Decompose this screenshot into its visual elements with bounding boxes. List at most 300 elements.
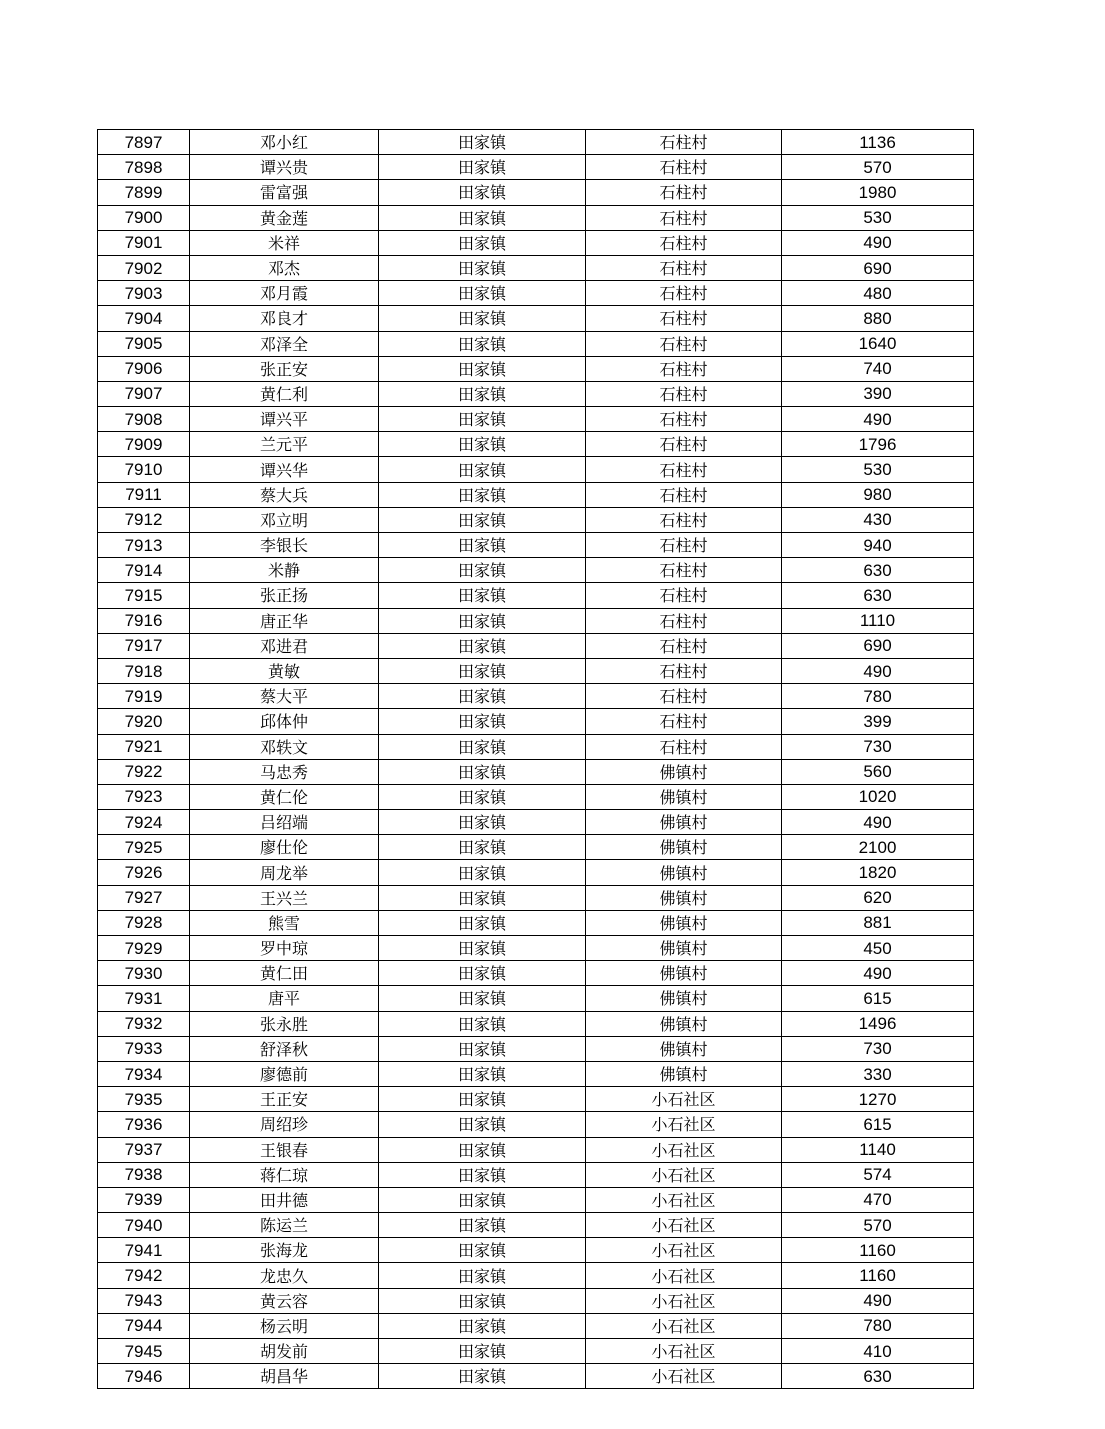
row-number-cell: 7905	[98, 331, 190, 356]
table-row	[98, 986, 974, 1011]
village-cell: 石柱村	[586, 482, 782, 507]
name-cell: 舒泽秋	[190, 1036, 379, 1061]
village-cell: 小石社区	[586, 1087, 782, 1112]
town-cell: 田家镇	[379, 1288, 586, 1313]
row-number-cell: 7936	[98, 1112, 190, 1137]
table-row	[98, 1339, 974, 1364]
village-cell: 小石社区	[586, 1364, 782, 1389]
town-cell: 田家镇	[379, 1112, 586, 1137]
town-cell: 田家镇	[379, 457, 586, 482]
table-row	[98, 734, 974, 759]
village-cell: 石柱村	[586, 583, 782, 608]
row-number-cell: 7902	[98, 255, 190, 280]
amount-cell: 740	[782, 356, 974, 381]
amount-cell: 1980	[782, 180, 974, 205]
amount-cell: 1820	[782, 860, 974, 885]
table-row	[98, 1364, 974, 1389]
table-row	[98, 432, 974, 457]
town-cell: 田家镇	[379, 1036, 586, 1061]
row-number-cell: 7942	[98, 1263, 190, 1288]
name-cell: 王正安	[190, 1087, 379, 1112]
name-cell: 邓月霞	[190, 281, 379, 306]
amount-cell: 630	[782, 583, 974, 608]
village-cell: 石柱村	[586, 381, 782, 406]
village-cell: 佛镇村	[586, 860, 782, 885]
amount-cell: 1796	[782, 432, 974, 457]
amount-cell: 980	[782, 482, 974, 507]
row-number-cell: 7898	[98, 155, 190, 180]
row-number-cell: 7913	[98, 533, 190, 558]
name-cell: 雷富强	[190, 180, 379, 205]
row-number-cell: 7900	[98, 205, 190, 230]
table-row	[98, 1288, 974, 1313]
row-number-cell: 7925	[98, 835, 190, 860]
amount-cell: 2100	[782, 835, 974, 860]
amount-cell: 490	[782, 1288, 974, 1313]
town-cell: 田家镇	[379, 381, 586, 406]
village-cell: 佛镇村	[586, 1036, 782, 1061]
table-row	[98, 457, 974, 482]
row-number-cell: 7923	[98, 784, 190, 809]
amount-cell: 615	[782, 1112, 974, 1137]
town-cell: 田家镇	[379, 684, 586, 709]
town-cell: 田家镇	[379, 1187, 586, 1212]
name-cell: 蒋仁琼	[190, 1162, 379, 1187]
row-number-cell: 7927	[98, 885, 190, 910]
town-cell: 田家镇	[379, 255, 586, 280]
table-row	[98, 885, 974, 910]
name-cell: 张正扬	[190, 583, 379, 608]
town-cell: 田家镇	[379, 810, 586, 835]
name-cell: 周龙举	[190, 860, 379, 885]
table-row	[98, 1087, 974, 1112]
village-cell: 石柱村	[586, 281, 782, 306]
row-number-cell: 7922	[98, 759, 190, 784]
village-cell: 佛镇村	[586, 986, 782, 1011]
row-number-cell: 7907	[98, 381, 190, 406]
row-number-cell: 7931	[98, 986, 190, 1011]
village-cell: 小石社区	[586, 1313, 782, 1338]
row-number-cell: 7910	[98, 457, 190, 482]
town-cell: 田家镇	[379, 759, 586, 784]
town-cell: 田家镇	[379, 1137, 586, 1162]
name-cell: 胡发前	[190, 1339, 379, 1364]
town-cell: 田家镇	[379, 130, 586, 155]
village-cell: 小石社区	[586, 1263, 782, 1288]
town-cell: 田家镇	[379, 583, 586, 608]
town-cell: 田家镇	[379, 407, 586, 432]
amount-cell: 490	[782, 961, 974, 986]
amount-cell: 780	[782, 1313, 974, 1338]
village-cell: 佛镇村	[586, 961, 782, 986]
town-cell: 田家镇	[379, 1364, 586, 1389]
amount-cell: 615	[782, 986, 974, 1011]
name-cell: 熊雪	[190, 910, 379, 935]
row-number-cell: 7924	[98, 810, 190, 835]
amount-cell: 620	[782, 885, 974, 910]
town-cell: 田家镇	[379, 1162, 586, 1187]
table-row	[98, 255, 974, 280]
amount-cell: 490	[782, 407, 974, 432]
table-row	[98, 658, 974, 683]
town-cell: 田家镇	[379, 482, 586, 507]
village-cell: 石柱村	[586, 658, 782, 683]
table-row	[98, 1213, 974, 1238]
table-row	[98, 583, 974, 608]
table-row	[98, 306, 974, 331]
town-cell: 田家镇	[379, 205, 586, 230]
town-cell: 田家镇	[379, 734, 586, 759]
row-number-cell: 7941	[98, 1238, 190, 1263]
village-cell: 石柱村	[586, 306, 782, 331]
amount-cell: 780	[782, 684, 974, 709]
amount-cell: 480	[782, 281, 974, 306]
table-row	[98, 407, 974, 432]
name-cell: 黄金莲	[190, 205, 379, 230]
village-cell: 佛镇村	[586, 1011, 782, 1036]
table-body	[98, 130, 974, 1389]
amount-cell: 940	[782, 533, 974, 558]
village-cell: 小石社区	[586, 1112, 782, 1137]
table-row	[98, 1036, 974, 1061]
town-cell: 田家镇	[379, 784, 586, 809]
name-cell: 周绍珍	[190, 1112, 379, 1137]
name-cell: 龙忠久	[190, 1263, 379, 1288]
amount-cell: 570	[782, 155, 974, 180]
row-number-cell: 7915	[98, 583, 190, 608]
row-number-cell: 7932	[98, 1011, 190, 1036]
row-number-cell: 7940	[98, 1213, 190, 1238]
village-cell: 石柱村	[586, 356, 782, 381]
table-row	[98, 507, 974, 532]
amount-cell: 430	[782, 507, 974, 532]
row-number-cell: 7946	[98, 1364, 190, 1389]
amount-cell: 1140	[782, 1137, 974, 1162]
amount-cell: 570	[782, 1213, 974, 1238]
name-cell: 黄仁利	[190, 381, 379, 406]
town-cell: 田家镇	[379, 1263, 586, 1288]
amount-cell: 1020	[782, 784, 974, 809]
village-cell: 小石社区	[586, 1288, 782, 1313]
village-cell: 石柱村	[586, 432, 782, 457]
village-cell: 石柱村	[586, 734, 782, 759]
amount-cell: 490	[782, 810, 974, 835]
name-cell: 谭兴贵	[190, 155, 379, 180]
town-cell: 田家镇	[379, 709, 586, 734]
row-number-cell: 7909	[98, 432, 190, 457]
town-cell: 田家镇	[379, 986, 586, 1011]
table-row	[98, 784, 974, 809]
amount-cell: 880	[782, 306, 974, 331]
village-cell: 佛镇村	[586, 885, 782, 910]
table-row	[98, 205, 974, 230]
town-cell: 田家镇	[379, 633, 586, 658]
name-cell: 马忠秀	[190, 759, 379, 784]
town-cell: 田家镇	[379, 155, 586, 180]
village-cell: 佛镇村	[586, 784, 782, 809]
row-number-cell: 7919	[98, 684, 190, 709]
name-cell: 谭兴华	[190, 457, 379, 482]
village-cell: 石柱村	[586, 255, 782, 280]
row-number-cell: 7928	[98, 910, 190, 935]
table-row	[98, 155, 974, 180]
name-cell: 黄敏	[190, 658, 379, 683]
table-row	[98, 1061, 974, 1086]
name-cell: 黄仁田	[190, 961, 379, 986]
amount-cell: 490	[782, 658, 974, 683]
town-cell: 田家镇	[379, 936, 586, 961]
village-cell: 佛镇村	[586, 835, 782, 860]
name-cell: 黄仁伦	[190, 784, 379, 809]
village-cell: 石柱村	[586, 457, 782, 482]
name-cell: 邓良才	[190, 306, 379, 331]
name-cell: 邓小红	[190, 130, 379, 155]
row-number-cell: 7903	[98, 281, 190, 306]
village-cell: 石柱村	[586, 407, 782, 432]
row-number-cell: 7917	[98, 633, 190, 658]
name-cell: 蔡大平	[190, 684, 379, 709]
village-cell: 石柱村	[586, 684, 782, 709]
amount-cell: 530	[782, 457, 974, 482]
row-number-cell: 7899	[98, 180, 190, 205]
town-cell: 田家镇	[379, 835, 586, 860]
name-cell: 张正安	[190, 356, 379, 381]
town-cell: 田家镇	[379, 910, 586, 935]
row-number-cell: 7901	[98, 230, 190, 255]
village-cell: 佛镇村	[586, 936, 782, 961]
name-cell: 邓泽全	[190, 331, 379, 356]
village-cell: 石柱村	[586, 507, 782, 532]
amount-cell: 470	[782, 1187, 974, 1212]
table-row	[98, 936, 974, 961]
table-row	[98, 1263, 974, 1288]
table-row	[98, 1187, 974, 1212]
name-cell: 米静	[190, 558, 379, 583]
town-cell: 田家镇	[379, 230, 586, 255]
name-cell: 胡昌华	[190, 1364, 379, 1389]
name-cell: 邓立明	[190, 507, 379, 532]
row-number-cell: 7930	[98, 961, 190, 986]
town-cell: 田家镇	[379, 860, 586, 885]
town-cell: 田家镇	[379, 558, 586, 583]
town-cell: 田家镇	[379, 1313, 586, 1338]
table-row	[98, 1112, 974, 1137]
name-cell: 廖德前	[190, 1061, 379, 1086]
village-cell: 石柱村	[586, 155, 782, 180]
town-cell: 田家镇	[379, 507, 586, 532]
row-number-cell: 7933	[98, 1036, 190, 1061]
town-cell: 田家镇	[379, 961, 586, 986]
table-row	[98, 860, 974, 885]
name-cell: 黄云容	[190, 1288, 379, 1313]
amount-cell: 574	[782, 1162, 974, 1187]
amount-cell: 490	[782, 230, 974, 255]
table-row	[98, 961, 974, 986]
town-cell: 田家镇	[379, 331, 586, 356]
amount-cell: 450	[782, 936, 974, 961]
row-number-cell: 7938	[98, 1162, 190, 1187]
village-cell: 石柱村	[586, 130, 782, 155]
name-cell: 李银长	[190, 533, 379, 558]
table-row	[98, 835, 974, 860]
village-cell: 石柱村	[586, 205, 782, 230]
town-cell: 田家镇	[379, 180, 586, 205]
amount-cell: 390	[782, 381, 974, 406]
table-row	[98, 709, 974, 734]
town-cell: 田家镇	[379, 533, 586, 558]
village-cell: 小石社区	[586, 1137, 782, 1162]
table-row	[98, 1137, 974, 1162]
row-number-cell: 7945	[98, 1339, 190, 1364]
name-cell: 唐平	[190, 986, 379, 1011]
village-cell: 佛镇村	[586, 759, 782, 784]
row-number-cell: 7926	[98, 860, 190, 885]
amount-cell: 690	[782, 255, 974, 280]
name-cell: 邓进君	[190, 633, 379, 658]
table-row	[98, 810, 974, 835]
amount-cell: 730	[782, 1036, 974, 1061]
town-cell: 田家镇	[379, 306, 586, 331]
table-row	[98, 1313, 974, 1338]
table-row	[98, 130, 974, 155]
table-row	[98, 759, 974, 784]
table-row	[98, 281, 974, 306]
row-number-cell: 7935	[98, 1087, 190, 1112]
village-cell: 佛镇村	[586, 1061, 782, 1086]
village-cell: 小石社区	[586, 1187, 782, 1212]
village-cell: 佛镇村	[586, 810, 782, 835]
name-cell: 米祥	[190, 230, 379, 255]
row-number-cell: 7912	[98, 507, 190, 532]
amount-cell: 730	[782, 734, 974, 759]
name-cell: 邓轶文	[190, 734, 379, 759]
name-cell: 廖仕伦	[190, 835, 379, 860]
town-cell: 田家镇	[379, 885, 586, 910]
table-row	[98, 1238, 974, 1263]
amount-cell: 399	[782, 709, 974, 734]
row-number-cell: 7906	[98, 356, 190, 381]
row-number-cell: 7944	[98, 1313, 190, 1338]
town-cell: 田家镇	[379, 1087, 586, 1112]
village-cell: 小石社区	[586, 1339, 782, 1364]
name-cell: 唐正华	[190, 608, 379, 633]
row-number-cell: 7937	[98, 1137, 190, 1162]
amount-cell: 1110	[782, 608, 974, 633]
village-cell: 石柱村	[586, 608, 782, 633]
row-number-cell: 7918	[98, 658, 190, 683]
town-cell: 田家镇	[379, 1011, 586, 1036]
name-cell: 张海龙	[190, 1238, 379, 1263]
amount-cell: 530	[782, 205, 974, 230]
table-row	[98, 558, 974, 583]
town-cell: 田家镇	[379, 658, 586, 683]
name-cell: 谭兴平	[190, 407, 379, 432]
row-number-cell: 7897	[98, 130, 190, 155]
amount-cell: 881	[782, 910, 974, 935]
row-number-cell: 7929	[98, 936, 190, 961]
village-cell: 小石社区	[586, 1213, 782, 1238]
town-cell: 田家镇	[379, 1238, 586, 1263]
name-cell: 陈运兰	[190, 1213, 379, 1238]
town-cell: 田家镇	[379, 1061, 586, 1086]
row-number-cell: 7921	[98, 734, 190, 759]
village-cell: 佛镇村	[586, 910, 782, 935]
village-cell: 小石社区	[586, 1162, 782, 1187]
amount-cell: 1496	[782, 1011, 974, 1036]
village-cell: 石柱村	[586, 558, 782, 583]
town-cell: 田家镇	[379, 281, 586, 306]
table-row	[98, 230, 974, 255]
row-number-cell: 7908	[98, 407, 190, 432]
table-row	[98, 482, 974, 507]
table-row	[98, 381, 974, 406]
data-table	[97, 129, 974, 1389]
name-cell: 蔡大兵	[190, 482, 379, 507]
town-cell: 田家镇	[379, 356, 586, 381]
name-cell: 田井德	[190, 1187, 379, 1212]
name-cell: 王银春	[190, 1137, 379, 1162]
amount-cell: 1160	[782, 1238, 974, 1263]
amount-cell: 330	[782, 1061, 974, 1086]
row-number-cell: 7916	[98, 608, 190, 633]
town-cell: 田家镇	[379, 1339, 586, 1364]
amount-cell: 1270	[782, 1087, 974, 1112]
amount-cell: 1640	[782, 331, 974, 356]
row-number-cell: 7943	[98, 1288, 190, 1313]
row-number-cell: 7920	[98, 709, 190, 734]
name-cell: 杨云明	[190, 1313, 379, 1338]
row-number-cell: 7914	[98, 558, 190, 583]
table-row	[98, 1162, 974, 1187]
amount-cell: 560	[782, 759, 974, 784]
amount-cell: 410	[782, 1339, 974, 1364]
name-cell: 邱体仲	[190, 709, 379, 734]
town-cell: 田家镇	[379, 1213, 586, 1238]
village-cell: 石柱村	[586, 230, 782, 255]
table-row	[98, 608, 974, 633]
table-row	[98, 684, 974, 709]
name-cell: 罗中琼	[190, 936, 379, 961]
village-cell: 石柱村	[586, 533, 782, 558]
name-cell: 张永胜	[190, 1011, 379, 1036]
village-cell: 石柱村	[586, 709, 782, 734]
table-row	[98, 1011, 974, 1036]
village-cell: 小石社区	[586, 1238, 782, 1263]
name-cell: 邓杰	[190, 255, 379, 280]
amount-cell: 1160	[782, 1263, 974, 1288]
amount-cell: 630	[782, 1364, 974, 1389]
table-row	[98, 910, 974, 935]
name-cell: 兰元平	[190, 432, 379, 457]
village-cell: 石柱村	[586, 633, 782, 658]
amount-cell: 1136	[782, 130, 974, 155]
village-cell: 石柱村	[586, 180, 782, 205]
table-row	[98, 356, 974, 381]
row-number-cell: 7934	[98, 1061, 190, 1086]
village-cell: 石柱村	[586, 331, 782, 356]
amount-cell: 690	[782, 633, 974, 658]
table-row	[98, 633, 974, 658]
row-number-cell: 7904	[98, 306, 190, 331]
row-number-cell: 7911	[98, 482, 190, 507]
row-number-cell: 7939	[98, 1187, 190, 1212]
table-row	[98, 533, 974, 558]
table-row	[98, 180, 974, 205]
name-cell: 吕绍端	[190, 810, 379, 835]
town-cell: 田家镇	[379, 432, 586, 457]
town-cell: 田家镇	[379, 608, 586, 633]
table-row	[98, 331, 974, 356]
